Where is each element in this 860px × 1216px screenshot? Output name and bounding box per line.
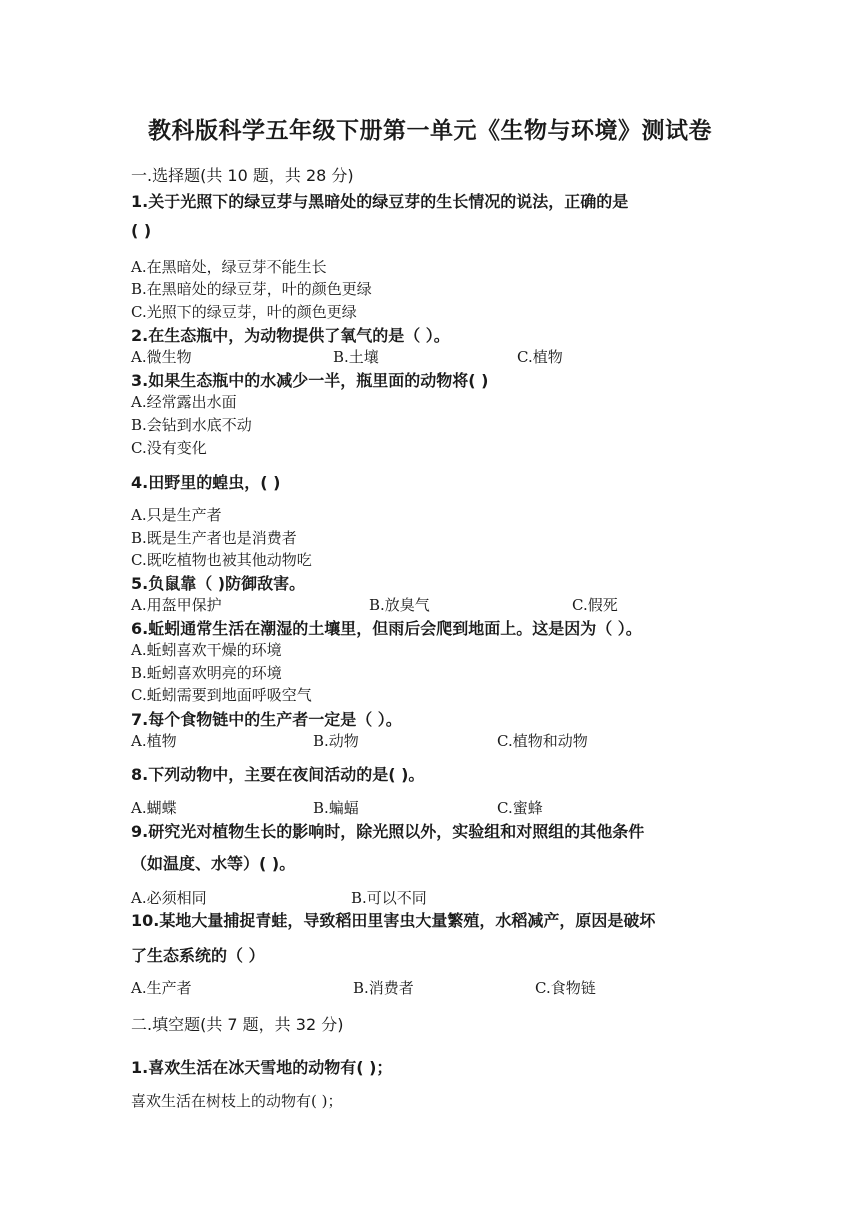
question-4-stem: 4.田野里的蝗虫，( ) [131, 473, 281, 492]
question-10-option-c: C.食物链 [535, 979, 596, 997]
question-9-stem-continued: （如温度、水等）( )。 [131, 854, 296, 873]
question-10-stem-continued: 了生态系统的（ ） [131, 946, 265, 965]
question-9-option-b: B.可以不同 [351, 889, 427, 907]
question-8-stem: 8.下列动物中，主要在夜间活动的是( )。 [131, 765, 425, 784]
question-5-option-b: B.放臭气 [369, 596, 430, 614]
question-2-stem: 2.在生态瓶中，为动物提供了氧气的是（ ）。 [131, 326, 450, 345]
question-8-option-a: A.蝴蝶 [131, 799, 177, 817]
question-7-option-a: A.植物 [131, 732, 177, 750]
question-4-option-c: C.既吃植物也被其他动物吃 [131, 551, 312, 569]
question-8-option-c: C.蜜蜂 [497, 799, 543, 817]
question-8-option-b: B.蝙蝠 [313, 799, 359, 817]
question-2-option-b: B.土壤 [333, 348, 379, 366]
question-5-stem: 5.负鼠靠（ )防御敌害。 [131, 574, 306, 593]
question-2-option-a: A.微生物 [131, 348, 192, 366]
question-1-stem: 1.关于光照下的绿豆芽与黑暗处的绿豆芽的生长情况的说法，正确的是 [131, 192, 629, 211]
question-5-option-c: C.假死 [572, 596, 618, 614]
question-1-option-a: A.在黑暗处，绿豆芽不能生长 [131, 258, 327, 276]
question-6-option-a: A.蚯蚓喜欢干燥的环境 [131, 641, 282, 659]
question-4-option-a: A.只是生产者 [131, 506, 222, 524]
question-6-option-c: C.蚯蚓需要到地面呼吸空气 [131, 686, 312, 704]
question-9-stem: 9.研究光对植物生长的影响时，除光照以外，实验组和对照组的其他条件 [131, 822, 645, 841]
question-6-option-b: B.蚯蚓喜欢明亮的环境 [131, 664, 282, 682]
question-2-option-c: C.植物 [517, 348, 563, 366]
question-3-stem: 3.如果生态瓶中的水减少一半，瓶里面的动物将( ) [131, 371, 489, 390]
question-7-stem: 7.每个食物链中的生产者一定是（ ）。 [131, 710, 402, 729]
question-1-blank: ( ) [131, 221, 152, 240]
question-3-option-a: A.经常露出水面 [131, 393, 237, 411]
section-heading-fill: 二.填空题(共 7 题，共 32 分) [131, 1015, 344, 1034]
question-7-option-c: C.植物和动物 [497, 732, 588, 750]
question-10-option-b: B.消费者 [353, 979, 414, 997]
question-1-option-b: B.在黑暗处的绿豆芽，叶的颜色更绿 [131, 280, 372, 298]
question-7-option-b: B.动物 [313, 732, 359, 750]
section-heading-choice: 一.选择题(共 10 题，共 28 分) [131, 166, 354, 185]
page-title: 教科版科学五年级下册第一单元《生物与环境》测试卷 [148, 118, 712, 144]
question-6-stem: 6.蚯蚓通常生活在潮湿的土壤里，但雨后会爬到地面上。这是因为（ ）。 [131, 619, 642, 638]
question-9-option-a: A.必须相同 [131, 889, 207, 907]
question-3-option-c: C.没有变化 [131, 439, 207, 457]
fill-1-line-1: 1.喜欢生活在冰天雪地的动物有( )； [131, 1058, 393, 1077]
question-10-stem: 10.某地大量捕捉青蛙，导致稻田里害虫大量繁殖，水稻减产，原因是破坏 [131, 911, 656, 930]
question-10-option-a: A.生产者 [131, 979, 192, 997]
question-1-option-c: C.光照下的绿豆芽，叶的颜色更绿 [131, 303, 357, 321]
question-5-option-a: A.用盔甲保护 [131, 596, 222, 614]
question-3-option-b: B.会钻到水底不动 [131, 416, 252, 434]
question-4-option-b: B.既是生产者也是消费者 [131, 529, 297, 547]
fill-1-line-2: 喜欢生活在树枝上的动物有( )； [131, 1092, 343, 1110]
